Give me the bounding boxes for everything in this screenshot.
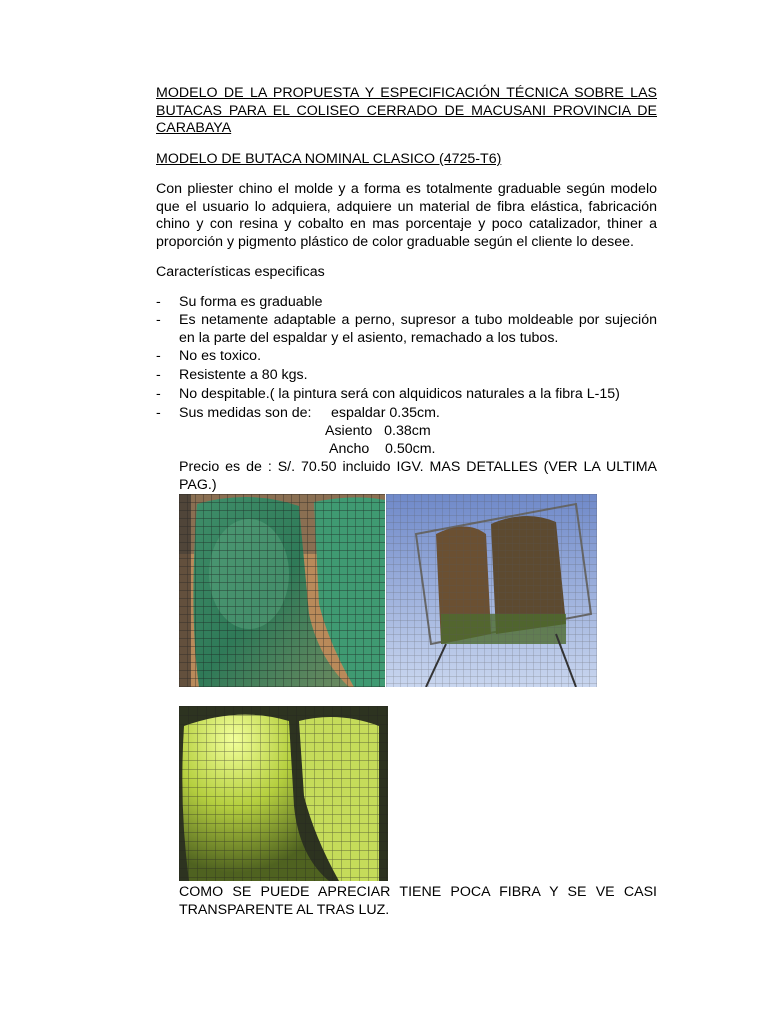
measure-asiento: Asiento 0.38cm xyxy=(325,423,431,439)
bullet-dash: - xyxy=(156,294,161,310)
feature-text: Es netamente adaptable a perno, supresor a tubo moldeable por sujeción en la parte del espaldar y el asiento, remachado a los tubos. xyxy=(179,312,657,346)
model-subtitle: MODELO DE BUTACA NOMINAL CLASICO (4725-T6) xyxy=(156,151,502,167)
measure-ancho: Ancho 0.50cm. xyxy=(329,441,436,457)
document-title: MODELO DE LA PROPUESTA Y ESPECIFICACIÓN TÉCNICA SOBRE LAS BUTACAS PARA EL COLISEO CERRADO DE MACUSANI PROVINCIA DE CARABAYA xyxy=(156,85,657,136)
seat-photo-cage xyxy=(386,494,597,687)
feature-text: No es toxico. xyxy=(179,348,262,364)
bullet-dash: - xyxy=(156,348,161,364)
bullet-dash: - xyxy=(156,386,161,402)
feature-text: Resistente a 80 kgs. xyxy=(179,367,308,383)
photo-caption: COMO SE PUEDE APRECIAR TIENE POCA FIBRA Y SE VE CASI TRANSPARENTE AL TRAS LUZ. xyxy=(179,884,657,918)
intro-paragraph: Con pliester chino el molde y a forma es totalmente graduable según modelo que el usuario lo adquiera, adquiere un material de fibra elástica, fabricación chino y con resina y cobalto en mas porcentaje y poco catalizador, thiner a proporción y pigmento plástico de color graduable según el cliente lo desee. xyxy=(156,181,657,250)
features-heading: Características especificas xyxy=(156,264,325,280)
bullet-dash: - xyxy=(156,405,161,421)
feature-text: Sus medidas son de: xyxy=(179,405,312,421)
feature-text: Su forma es graduable xyxy=(179,294,323,310)
feature-text: No despitable.( la pintura será con alquidicos naturales a la fibra L-15) xyxy=(179,386,620,402)
bullet-dash: - xyxy=(156,367,161,383)
seat-photo-green xyxy=(179,494,385,687)
seat-photo-translucent xyxy=(179,706,388,881)
bullet-dash: - xyxy=(156,312,161,328)
price-text: Precio es de : S/. 70.50 incluido IGV. MAS DETALLES (VER LA ULTIMA PAG.) xyxy=(179,459,657,493)
measure-espaldar: espaldar 0.35cm. xyxy=(331,405,440,421)
